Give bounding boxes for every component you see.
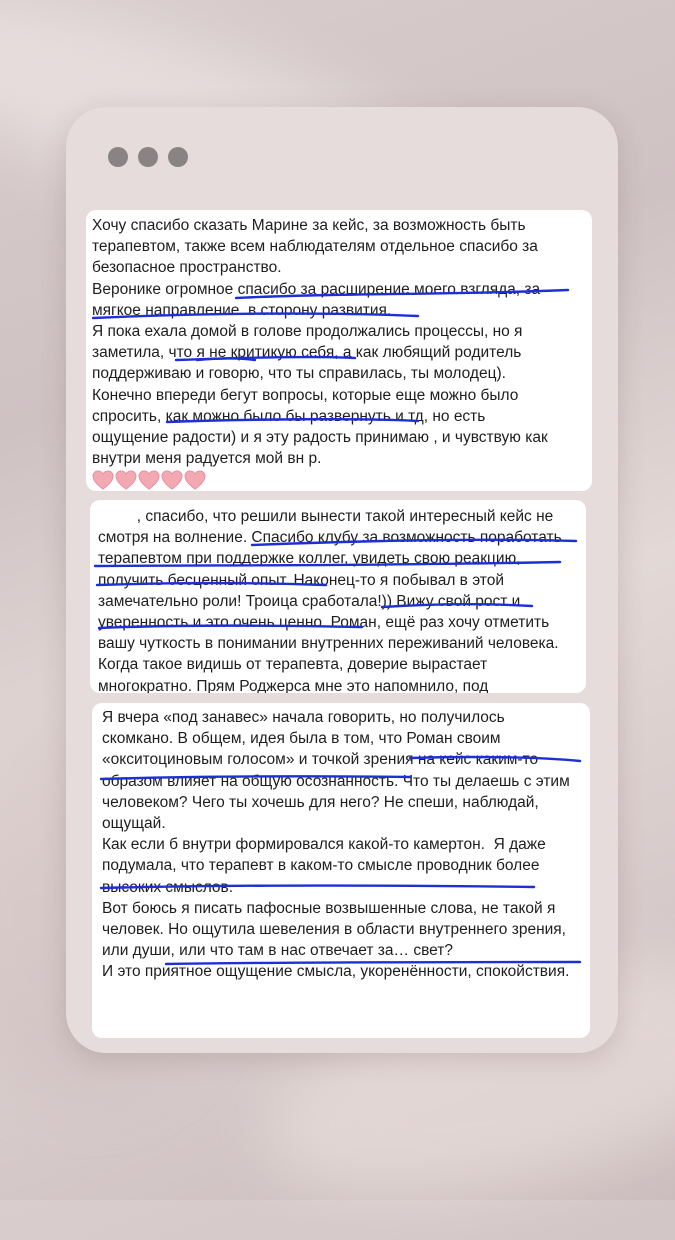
message-line: или души, или что там в нас отвечает за… свет? <box>102 942 453 960</box>
message-line: получить бесценный опыт. Наконец-то я побывал в этой <box>98 571 504 589</box>
message-line: поддерживаю и говорю, что ты справилась, ты молодец). <box>92 365 506 383</box>
message-line: Хочу спасибо сказать Марине за кейс, за возможность быть <box>92 217 526 234</box>
message-line: скомкано. В общем, идея была в том, что Роман своим <box>102 730 501 748</box>
window-controls <box>108 147 188 167</box>
message-line: Как если б внутри формировался какой-то камертон. Я даже <box>102 836 546 854</box>
message-line: Я вчера «под занавес» начала говорить, но получилось <box>102 709 505 726</box>
pink-heart-icon <box>92 470 114 490</box>
message-bubble-2 <box>90 500 586 693</box>
message-line: человеком? Чего ты хочешь для него? Не спеши, наблюдай, <box>102 793 539 811</box>
message-line: мягкое направление в сторону развития. <box>92 301 392 319</box>
message-line: Конечно впереди бегут вопросы, которые еще можно было <box>92 386 519 404</box>
message-line: образом влияет на общую осознанность. Что ты делаешь с этим <box>102 772 570 790</box>
message-bubble-3 <box>92 703 590 1038</box>
message-line: ощущение радости) и я эту радость принимаю , и чувствую как <box>92 429 548 447</box>
message-line: Вот боюсь я писать пафосные возвышенные слова, не такой я <box>102 899 556 917</box>
message-line: человек. Но ощутила шевеления в области внутреннего зрения, <box>102 921 566 939</box>
message-line: терапевтом при поддержке коллег, увидеть свою реакцию, <box>98 550 521 568</box>
message-line: уверенность и это очень ценно. Роман, ещё раз хочу отметить <box>98 614 550 632</box>
message-line: вашу чуткость в понимании внутренних переживаний человека. <box>98 635 559 653</box>
message-line: замечательно роли! Троица сработала!)) Вижу свой рост и <box>98 592 521 610</box>
message-line: терапевтом, также всем наблюдателям отдельное спасибо за <box>92 238 538 256</box>
message-line: спросить, как можно было бы развернуть и тд, но есть <box>92 407 486 425</box>
message-line: подумала, что терапевт в каком-то смысле проводник более <box>102 857 540 875</box>
pink-heart-icon <box>161 470 183 490</box>
message-line: «окситоциновым голосом» и точкой зрения на кейс каким-то <box>102 751 539 769</box>
pink-heart-icon <box>184 470 206 490</box>
message-line: внутри меня радуется мой вн р. <box>92 450 322 468</box>
message-line: заметила, что я не критикую себя, а как любящий родитель <box>92 344 522 362</box>
heart-emoji-row <box>92 470 584 490</box>
message-line: ощущай. <box>102 815 166 833</box>
message-line: смотря на волнение. Спасибо клубу за возможность поработать <box>98 529 562 547</box>
message-line: Я пока ехала домой в голове продолжались процессы, но я <box>92 323 523 341</box>
message-line: безопасное пространство. <box>92 259 282 277</box>
window-dot-2 <box>138 147 158 167</box>
message-line: И это приятное ощущение смысла, укоренённости, спокойствия. <box>102 963 570 981</box>
window-dot-3 <box>168 147 188 167</box>
window-dot-1 <box>108 147 128 167</box>
message-line: Когда такое видишь от терапевта, доверие вырастает <box>98 656 488 674</box>
message-bubble-1 <box>86 210 592 491</box>
message-line: , спасибо, что решили вынести такой интересный кейс не <box>98 508 554 525</box>
message-line: Веронике огромное спасибо за расширение моего взгляда, за <box>92 280 541 298</box>
message-line: многократно. Прям Роджерса мне это напомнило, под <box>98 677 489 693</box>
message-line: высоких смыслов. <box>102 878 234 896</box>
pink-heart-icon <box>138 470 160 490</box>
pink-heart-icon <box>115 470 137 490</box>
